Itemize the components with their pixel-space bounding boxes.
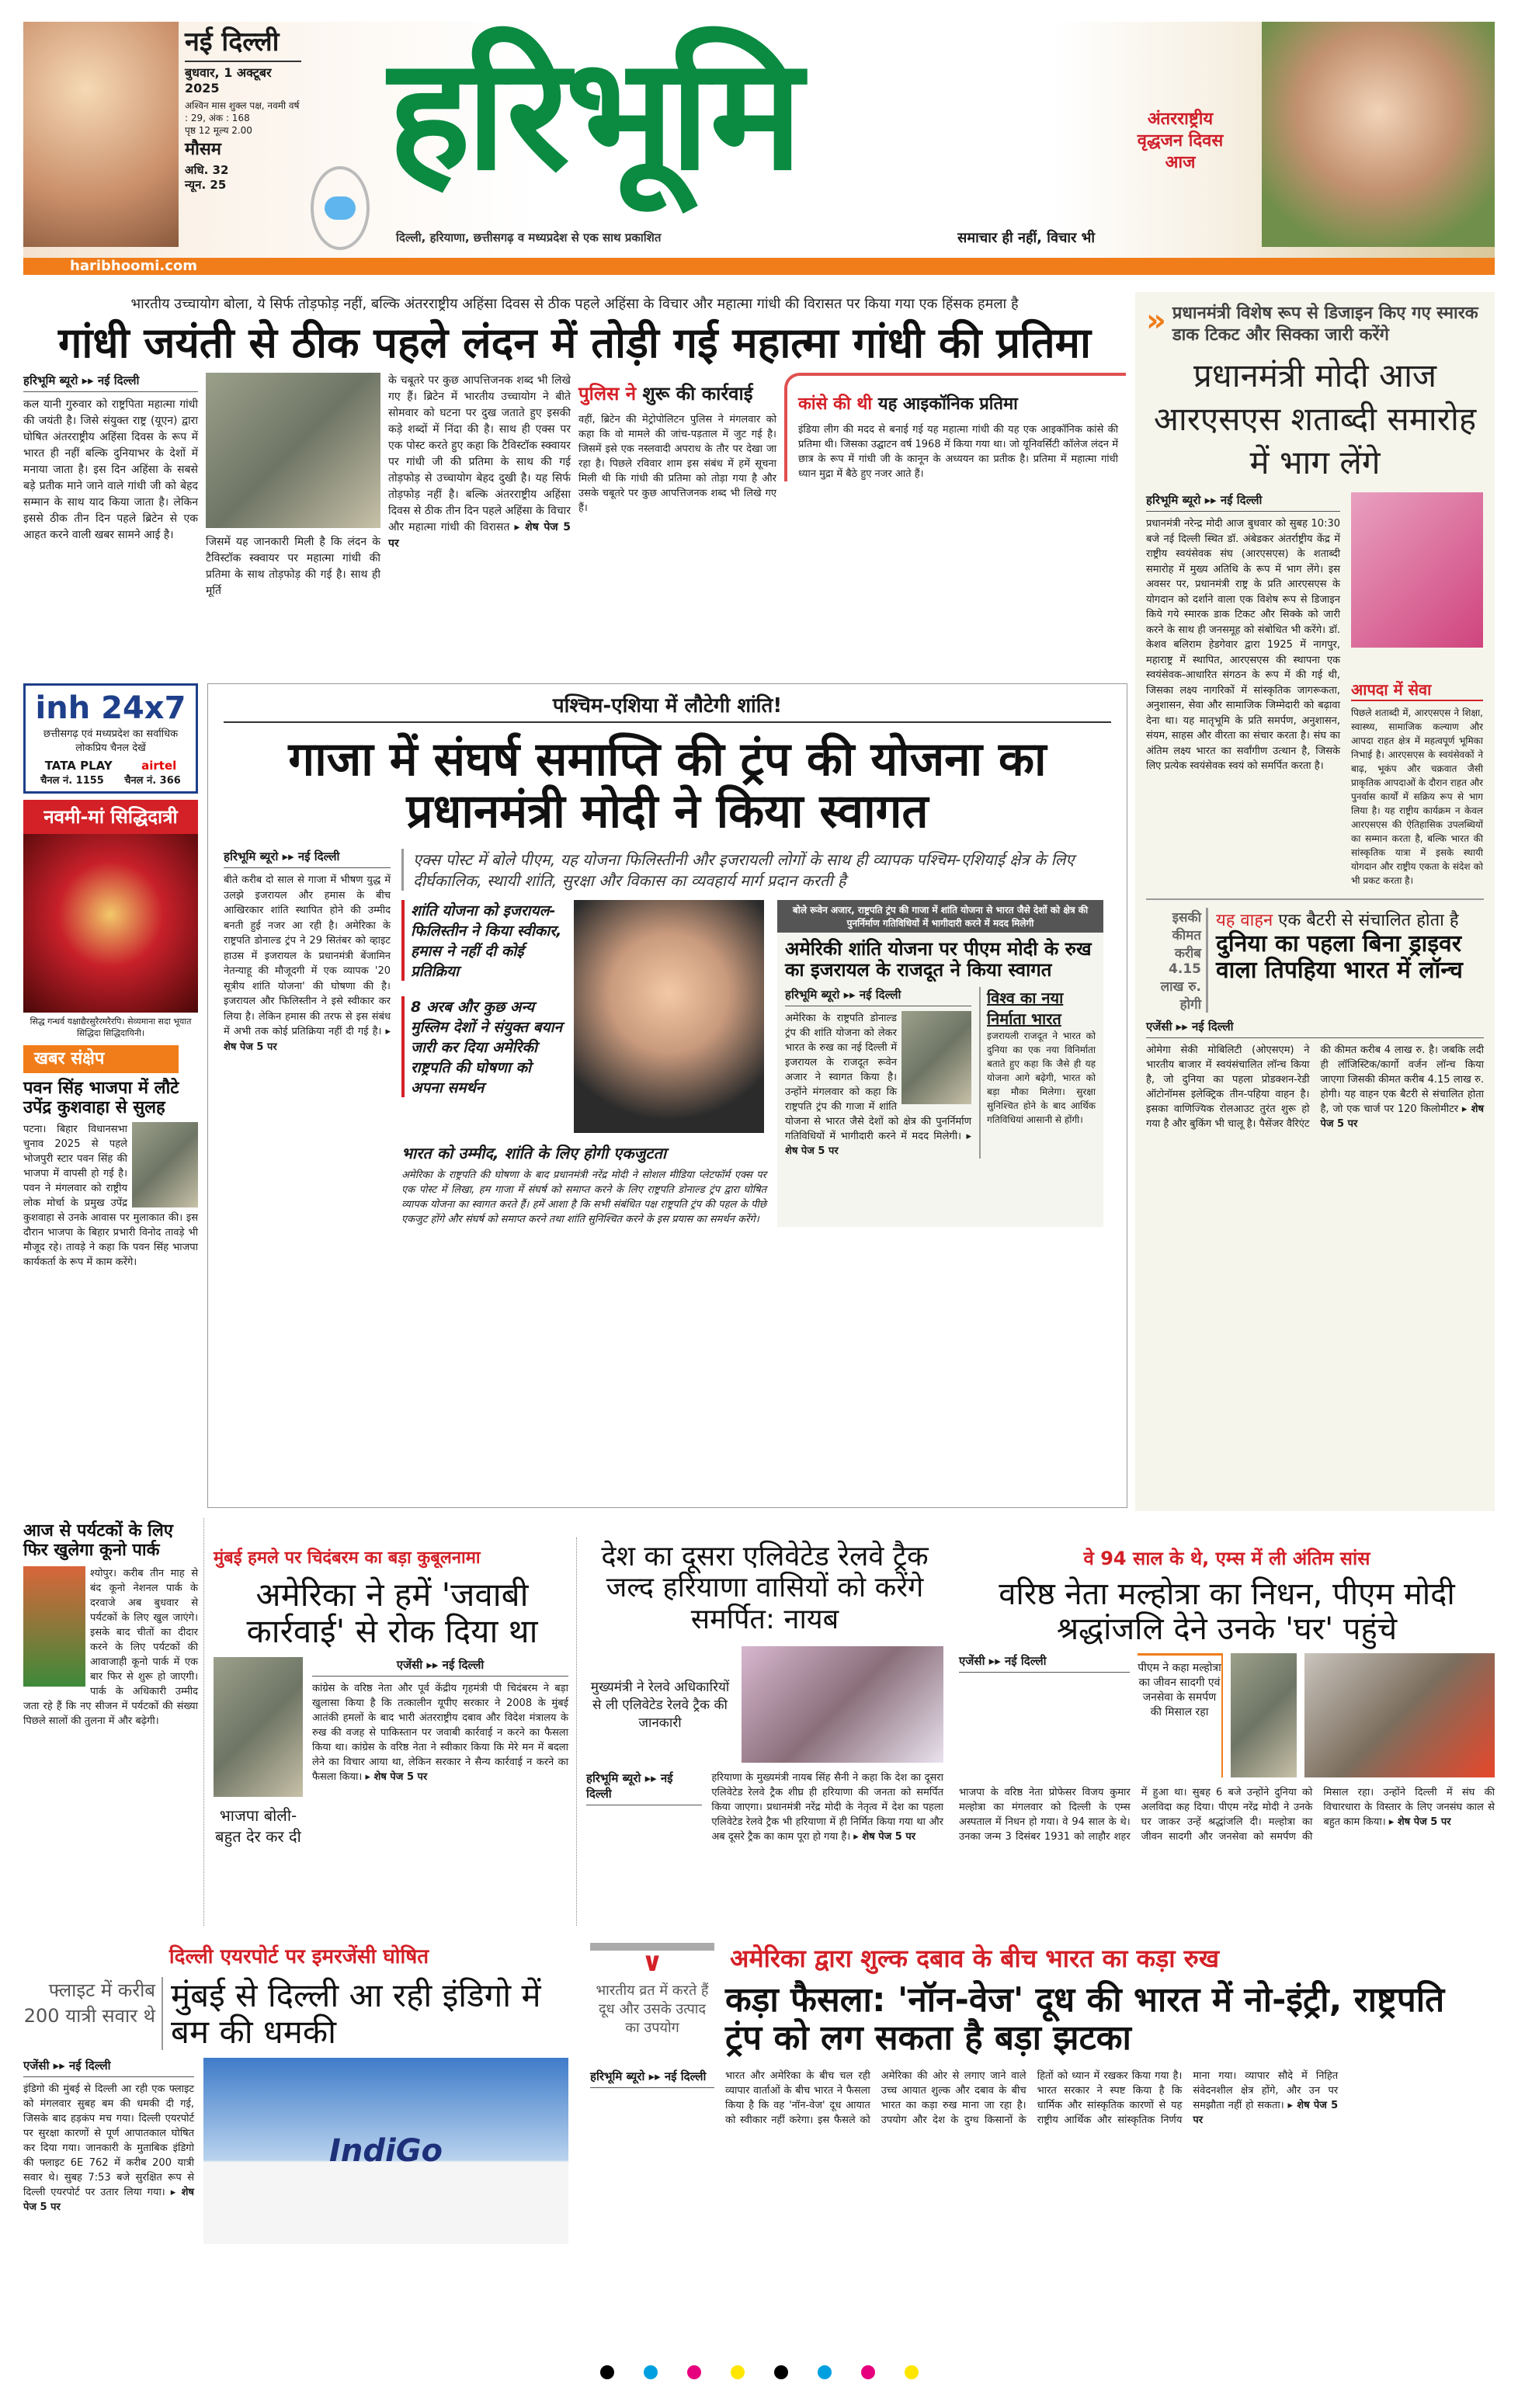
lead-col-3 xyxy=(388,373,571,552)
cyan-dot xyxy=(644,2365,658,2379)
chevron-icon: » xyxy=(1146,303,1166,339)
elder-day-line: आज xyxy=(1165,153,1196,172)
website-link[interactable]: haribhoomi.com xyxy=(70,258,197,274)
police-headline xyxy=(578,380,776,406)
temp-max: 32 xyxy=(212,163,229,177)
milk-kicker-text: अमेरिका द्वारा शुल्क दबाव के बीच भारत का कड़ा रुख xyxy=(730,1944,1219,1973)
gaza-text-span: बीते करीब दो साल से गाजा में भीषण युद्ध में उलझे इजरायल और हमास के बीच आखिरकार शांति स्थापित होने की उम्मीद बनती हुई नजर आ रही है। अमेरिका के राष्ट्रपति डोनाल्ड ट्रंप ने 29 सितंबर को व्हाइट हाउस में इजरायल के प्रधानमंत्री बेंजामिन नेतन्याहू की मौजूदगी में एक व्यापक '20 सूत्रीय शांति योजना' की घोषणा की है। इजरायल और फिलिस्तीन ने इसे स्वीकार कर लिया है। लेकिन हमास की तरफ से इस संबंध में अभी तक कोई प्रतिक्रिया नहीं दी गई है। xyxy=(224,874,391,1038)
cyan-dot xyxy=(818,2365,832,2379)
milk-head-row xyxy=(590,1981,1495,2058)
temp-min: 25 xyxy=(210,178,227,192)
seva-text: पिछले शताब्दी में, आरएसएस ने शिक्षा, स्वास्थ्य, सामाजिक कल्याण और आपदा राहत क्षेत्र में महत्वपूर्ण भूमिका निभाई है। आरएसएस के स्वयंसेवकों ने बाढ़, भूकंप और चक्रवात जैसी प्राकृतिक आपदाओं के दौरान राहत और पुनर्वास कार्यों में सक्रिय रूप से भाग लिया है। यह राष्ट्रीय कार्यक्रम न केवल आरएसएस की ऐतिहासिक उपलब्धियों का सम्मान करता है, बल्कि भारत की सांस्कृतिक यात्रा में इसके स्थायी योगदान और राष्ट्रीय एकता के संदेश को भी प्रकट करता है। xyxy=(1351,707,1483,886)
gaza-right xyxy=(401,849,1108,1227)
police-headline-text: शुरू की कार्रवाई xyxy=(642,383,753,405)
indigo-kicker xyxy=(23,1941,575,1969)
gaza-quote: एक्स पोस्ट में बोले पीएम, यह योजना फिलिस्तीनी और इजरायली लोगों के साथ ही व्यापक पश्चिम-एशियाई क्षेत्र के लिए दीर्घकालिक, स्थायी शांति, सुरक्षा और विकास का व्यवहार्य मार्ग प्रदान करती है xyxy=(401,849,1108,891)
broken-statue-photo xyxy=(206,373,380,528)
tata-channel-number: चैनल नं. 1155 xyxy=(40,775,104,787)
panchang-text: अश्विन मास शुक्ल पक्ष, नवमी वर्ष : 29, अंक : 168 xyxy=(185,100,300,123)
provider-row xyxy=(30,759,191,773)
israel-headline: अमेरिकी शांति योजना पर पीएम मोदी के रुख का इजरायल के राजदूत ने किया स्वागत xyxy=(785,938,1092,982)
rss-col xyxy=(1146,492,1340,888)
unity-headline: भारत को उम्मीद, शांति के लिए होगी एकजुटता xyxy=(401,1144,667,1163)
railway-headline: देश का दूसरा एलिवेटेड रेलवे ट्रैक जल्द हरियाणा वासियों को करेंगे समर्पित: नायब xyxy=(601,1541,929,1635)
gaza-headline: गाजा में संघर्ष समाप्ति की ट्रंप की योजना का प्रधानमंत्री मोदी ने किया स्वागत xyxy=(288,732,1047,839)
malhotra-kicker xyxy=(959,1545,1495,1571)
kuno-gate-photo xyxy=(23,1566,85,1687)
autorickshaw-headline: दुनिया का पहला बिना ड्राइवर वाला तिपहिया भारत में लॉन्च xyxy=(1216,930,1463,984)
weather-label: मौसम xyxy=(185,140,221,159)
masthead xyxy=(23,22,1495,272)
malhotra-photo xyxy=(1231,1653,1297,1777)
railway-story xyxy=(586,1541,943,1844)
malhotra-kicker-text: वे 94 साल के थे, एम्स में ली अंतिम सांस xyxy=(1083,1548,1370,1569)
israel-body-row xyxy=(777,987,1103,1159)
maker-text: इजरायली राजदूत ने भारत को दुनिया का एक नया विनिर्माता बताते हुए कहा कि जैसे ही यह योजना आगे बढ़ेगी, भारत को बड़ा मौका मिलेगा। सुरक्षा सुनिश्चित होने के बाद आर्थिक गतिविधियां आसानी से होंगी। xyxy=(987,1030,1096,1126)
continued-link[interactable]: ▸ शेष पेज 5 पर xyxy=(224,1026,391,1053)
indigo-col xyxy=(23,2058,194,2244)
byline: हरिभूमि ब्यूरो ▸▸ नई दिल्ली xyxy=(23,373,198,392)
airtel-channel-number: चैनल नं. 366 xyxy=(124,775,181,787)
milk-kicker xyxy=(730,1941,1219,1975)
indigo-plane-photo: IndiGo xyxy=(203,2058,568,2244)
slogan: समाचार ही नहीं, विचार भी xyxy=(957,230,1095,246)
couple-photo xyxy=(23,22,179,247)
milk-col-1 xyxy=(590,2069,714,2128)
yellow-dot xyxy=(905,2365,919,2379)
gaza-points xyxy=(401,900,564,1133)
unity-text: अमेरिका के राष्ट्रपति की घोषणा के बाद प्रधानमंत्री नरेंद्र मोदी ने सोशल मीडिया प्लेटफॉर्म एक्स पर एक पोस्ट में लिखा, हम गाजा में संघर्ष को समाप्त करने के लिए राष्ट्रपति डोनाल्ड ट्रंप द्वारा घोषित व्यापक योजना का स्वागत करते हैं। हमें आशा है कि सभी संबंधित पक्ष राष्ट्रपति ट्रंप की पहल के पीछे एकजुट होंगे और संघर्ष को समाप्त करने तथा शांति सुनिश्चित करने के इस प्रयास का समर्थन करेंगे। xyxy=(401,1169,766,1226)
continued-link[interactable]: ▸ शेष पेज 5 पर xyxy=(1388,1816,1451,1828)
gaza-box xyxy=(207,683,1127,1508)
gaza-sub-left xyxy=(401,900,766,1227)
edition-info xyxy=(185,26,301,193)
milk-text-span: भारत और अमेरिका के बीच चल रही व्यापार वार्ताओं के बीच भारत ने फैसला किया है कि वह 'नॉन-वेज' दूध आयात को स्वीकार नहीं करेगा। इस फैसले को अमेरिका की ओर से लगाए जाने वाले उच्च आयात शुल्क और दबाव के बीच भारत का कड़ा रुख माना जा रहा है। उपयोग और देश के दुग्ध किसानों के हितों को ध्यान में रखकर किया गया है। भारत सरकार ने स्पष्ट किया है कि धार्मिक और सांस्कृतिक कारणों से यह राष्ट्रीय आर्थिक और सांस्कृतिक निर्णय माना गया। व्यापार सौदे में निहित संवेदनशील क्षेत्र होंगे, और उन पर समझौता नहीं हो सकता। xyxy=(725,2069,1339,2126)
chidambaram-headline: अमेरिका ने हमें 'जवाबी कार्रवाई' से रोक दिया था xyxy=(246,1576,538,1651)
newspaper-logo: हरिभूमि xyxy=(388,24,798,205)
kuno-text: श्योपुर। करीब तीन माह से बंद कूनो नेशनल पार्क के दरवाजे अब बुधवार से पर्यटकों के लिए खुल जाएंगे। इसके बाद चीतों का दीदार करने के लिए पर्यटकों की आवाजाही कूनो पार्क में एक बार फिर से शुरू हो जाएगी। पार्क के अधिकारी उम्मीद जता रहे हैं कि नए सीजन में पर्यटकों की संख्या पिछले सालों की तुलना में और बढ़ेगी। xyxy=(23,1568,198,1728)
goddess-image xyxy=(23,834,198,1013)
autorickshaw-text-span: ओमेगा सेकी मोबिलिटी (ओएसएम) ने भारतीय बाजार में स्वयंसंचालित लॉन्च किया है, जो दुनिया का पहला प्रोडक्शन-रेडी ऑटोनॉमस इलेक्ट्रिक तीन-पहिया वाहन है। इसका वाणिज्यिक रोलआउट तुरंत शुरू हो गया है और बुकिंग भी चालू है। पैसेंजर वैरिएंट की कीमत करीब 4 लाख रु. है। जबकि लदी ही लॉजिस्टिक/कार्गो वर्जन लॉन्च किया जाएगा जिसकी कीमत करीब 4.15 लाख रु. होगी। यह वाहन एक बैटरी से संचालित होता है, जो एक चार्ज पर 120 किलोमीटर xyxy=(1146,1044,1484,1130)
divider xyxy=(203,1518,204,1926)
indigo-kicker-text: दिल्ली एयरपोर्ट पर इमरजेंसी घोषित xyxy=(168,1945,429,1968)
byline: हरिभूमि ब्यूरो ▸▸ नई दिल्ली xyxy=(224,849,391,868)
malhotra-col xyxy=(959,1653,1130,1777)
gaza-body-row xyxy=(224,849,1111,1227)
elder-day-line: वृद्धजन दिवस xyxy=(1137,131,1224,151)
continued-link[interactable]: ▸ शेष पेज 5 पर xyxy=(23,2187,194,2214)
byline: हरिभूमि ब्यूरो ▸▸ नई दिल्ली xyxy=(785,987,971,1006)
gaza-text xyxy=(224,873,391,1055)
gaza-sub-row xyxy=(401,900,1108,1227)
chidambaram-text xyxy=(312,1681,568,1784)
malhotra-text-span: भाजपा के वरिष्ठ नेता प्रोफेसर विजय कुमार मल्होत्रा का मंगलवार को दिल्ली के एम्स अस्पताल में निधन हो गया। वे 94 साल के थे। उनका जन्म 3 दिसंबर 1931 को लाहौर शहर में हुआ था। सुबह 6 बजे उन्होंने दुनिया को अलविदा कह दिया। पीएम नरेंद्र मोदी ने उनके घर जाकर उन्हें श्रद्धांजलि दी। मल्होत्रा का जीवन सादगी और जनसेवा को समर्पण की मिसाल रहा। उन्होंने दिल्ली में संघ की विचारधारा के विस्तार के लिए जनसंघ काल से बहुत काम किया। xyxy=(959,1786,1495,1843)
milk-headline: कड़ा फैसला: 'नॉन-वेज' दूध की भारत में नो-इंट्री, राष्ट्रपति ट्रंप को लग सकता है बड़ा झटका xyxy=(725,1980,1445,2059)
magenta-dot xyxy=(687,2365,701,2379)
chidambaram-kicker xyxy=(214,1545,571,1569)
rss-text: प्रधानमंत्री नरेन्द्र मोदी आज बुधवार को सुबह 10:30 बजे नई दिल्ली स्थित डॉ. अंबेडकर अंतर्राष्ट्रीय केंद्र में राष्ट्रीय स्वयंसेवक संघ (आरएसएस) के शताब्दी समारोह में मुख्य अतिथि के रूप में भाग लेंगे। इस अवसर पर, प्रधानमंत्री राष्ट्र के प्रति आरएसएस के योगदान को दर्शाने वाला एक विशेष रूप से डिजाइन किये गये स्मारक डाक टिकट और सिक्के को जारी करने के साथ ही जनसमूह को संबोधित भी करेंगे। डॉ. केशव बलिराम हेडगेवार द्वारा 1925 में नागपुर, महाराष्ट्र में स्थापित, आरएसएस की स्थापना एक स्वयंसेवक-आधारित संगठन के रूप में की गई थी, जिसका लक्ष्य नागरिकों में सांस्कृतिक जागरूकता, अनुशासन, सेवा और सामाजिक जिम्मेदारी को बढ़ावा देना था। यह मातृभूमि के प्रति समर्पण, अनुशासन, संयम, साहस और वीरता का संचार करता है। संघ का अंतिम लक्ष्य भारत का सर्वांगीण उत्थान है, जिसके लिए प्रत्येक स्वयंसेवक स्वयं को समर्पित करता है। xyxy=(1146,518,1340,772)
continued-link[interactable]: ▸ शेष पेज 5 पर xyxy=(853,1830,916,1843)
autorickshaw-body xyxy=(1135,1013,1495,1138)
lead-story xyxy=(23,295,1126,599)
railway-text xyxy=(711,1770,943,1844)
gaza-kicker: पश्चिम-एशिया में लौटेगी शांति! xyxy=(224,690,1111,723)
police-text: वहीं, ब्रिटेन की मेट्रोपोलिटन पुलिस ने मंगलवार को कहा कि वो मामले की जांच-पड़ताल में जुट गई है। जिसमें इसे एक नस्लवादी अपराध के तौर पर देखा जा रहा है। पिछले रविवार शाम इस संबंध में हमें सूचना मिली थी कि गांधी की प्रतिमा को तोड़ा गया है और उसके चबूतरे पर कुछ आपत्तिजनक शब्द भी लिखे गए हैं। xyxy=(578,414,776,515)
magenta-dot xyxy=(861,2365,875,2379)
milk-kicker-row xyxy=(590,1941,1495,1978)
rss-kicker-row xyxy=(1135,292,1495,346)
israel-col xyxy=(785,987,971,1159)
passenger-note: फ्लाइट में करीब 200 यात्री सवार थे xyxy=(23,1977,163,2050)
arrow-down-icon: ∨ xyxy=(590,1943,714,1974)
kuno-story xyxy=(23,1522,198,1729)
byline: हरिभूमि ब्यूरो ▸▸ नई दिल्ली xyxy=(590,2069,714,2088)
channel-numbers xyxy=(30,773,191,787)
milk-body-row xyxy=(590,2069,1495,2128)
bronze-text: इंडिया लीग की मदद से बनाई गई यह महात्मा गांधी की यह एक आइकॉनिक कांसे की प्रतिमा थी। जिसका उद्घाटन वर्ष 1968 में किया गया था। जो यूनिवर्सिटी कॉलेज लंदन में छात्र के रूप में गांधी जी के कानून के अध्ययन का प्रतीक है। प्रतिमा में महात्मा गांधी ध्यान मुद्रा में बैठे हुए नजर आते हैं। xyxy=(798,424,1118,481)
panchang xyxy=(185,99,301,137)
lead-headline: गांधी जयंती से ठीक पहले लंदन में तोड़ी गई महात्मा गांधी की प्रतिमा xyxy=(58,318,1091,367)
continued-link[interactable]: ▸ शेष पेज 5 पर xyxy=(1193,2099,1339,2126)
website-bar xyxy=(23,258,1495,275)
autorickshaw-kicker-red: यह वाहन xyxy=(1216,911,1273,930)
railway-text-span: हरियाणा के मुख्यमंत्री नायब सिंह सैनी ने कहा कि देश का दूसरा एलिवेटेड रेलवे ट्रैक शीघ्र ही हरियाणा की जनता को समर्पित किया जाएगा। प्रधानमंत्री नरेंद्र मोदी के नेतृत्व में देश का पहला एलिवेटेड रेलवे ट्रैक भी हरियाणा में ही निर्मित किया गया था और अब दूसरे ट्रैक का काम पूरा हो गया है। xyxy=(711,1771,943,1843)
rss-kicker: प्रधानमंत्री विशेष रूप से डिजाइन किए गए स्मारक डाक टिकट और सिक्का जारी करेंगे xyxy=(1172,304,1478,345)
article-text: कल यानी गुरुवार को राष्ट्रपिता महात्मा गांधी की जयंती है। जिसे संयुक्त राष्ट्र (यूएन) द्वारा घोषित अंतरराष्ट्रीय अहिंसा दिवस के रूप में भारत ही नहीं बल्कि दुनियाभर के देशों में मनाया जाता है। इस दिन अहिंसा के सबसे बड़े प्रतीक माने जाने वाले गांधी जी को बेहद सम्मान के साथ याद किया जाता है। लेकिन इससे ठीक तीन दिन पहले ब्रिटेन से एक आहत करने वाली खबर सामने आई है। xyxy=(23,398,198,542)
byline: एजेंसी ▸▸ नई दिल्ली xyxy=(1146,1019,1484,1038)
byline: हरिभूमि ब्यूरो ▸▸ नई दिल्ली xyxy=(586,1770,702,1805)
elder-day-label xyxy=(1106,109,1254,174)
byline: एजेंसी ▸▸ नई दिल्ली xyxy=(23,2058,194,2077)
chidambaram-photo xyxy=(214,1657,303,1797)
malhotra-headline: वरिष्ठ नेता मल्होत्रा का निधन, पीएम मोदी श्रद्धांजलि देने उनके 'घर' पहुंचे xyxy=(999,1576,1455,1647)
indigo-head-row xyxy=(23,1977,575,2050)
chidambaram-row xyxy=(214,1657,571,1847)
chidambaram-text-span: कांग्रेस के वरिष्ठ नेता और पूर्व केंद्रीय गृहमंत्री पी चिदंबरम ने बड़ा खुलासा किया है कि तत्कालीन यूपीए सरकार ने 2008 के मुंबई आतंकी हमलों के बाद भारी अंतरराष्ट्रीय दबाव और विदेश मंत्रालय के रुख की वजह से पाकिस्तान पर जवाबी कार्रवाई न करने का फैसला किया था। कांग्रेस के वरिष्ठ नेता ने स्वीकार किया कि मेरे मन में बदला लेने का विचार आया था, लेकिन सरकार ने सैन्य कार्रवाई न करने का फैसला किया। xyxy=(312,1683,568,1784)
price-note: इसकी कीमत करीब 4.15 लाख रु. होगी xyxy=(1146,908,1208,1013)
israel-text-span: अमेरिका के राष्ट्रपति डोनाल्ड ट्रंप की शांति योजना को लेकर भारत के रुख का नई दिल्ली में इजरायल के राजदूत रूवेन अजार ने स्वागत किया है। उन्होंने मंगलवार को कहा कि राष्ट्रपति ट्रंप की गाजा में शांति योजना से भारत जैसे देशों को क्षेत्र की पुनर्निर्माण गतिविधियों में भागीदारी करने में मदद मिलेगी। xyxy=(785,1013,971,1143)
edition-city: नई दिल्ली xyxy=(185,26,280,57)
bjp-reaction: भाजपा बोली-बहुत देर कर दी xyxy=(215,1806,301,1847)
left-column xyxy=(23,683,198,1270)
temp-min-label: न्यून. xyxy=(185,178,207,192)
pawan-singh-photo xyxy=(132,1122,198,1207)
chidambaram-col xyxy=(312,1657,568,1847)
elder-day-line: अंतरराष्ट्रीय xyxy=(1147,109,1214,129)
black-dot xyxy=(600,2365,614,2379)
milk-text xyxy=(725,2069,1494,2128)
chidambaram-kicker-text: मुंबई हमले पर चिदंबरम का बड़ा कुबूलनामा xyxy=(214,1548,481,1568)
continued-link[interactable]: ▸ शेष पेज 5 पर xyxy=(388,521,571,551)
brief-headline: पवन सिंह भाजपा में लौटे उपेंद्र कुशवाहा से सुलह xyxy=(23,1079,179,1117)
rss-side xyxy=(1351,492,1483,888)
gaza-point: शांति योजना को इजरायल-फिलिस्तीन ने किया स्वीकार, हमास ने नहीं दी कोई प्रतिक्रिया xyxy=(401,900,564,981)
lead-kicker: भारतीय उच्चायोग बोला, ये सिर्फ तोड़फोड़ नहीं, बल्कि अंतरराष्ट्रीय अहिंसा दिवस से ठीक पहले अहिंसा के विचार और महात्मा गांधी की विरासत पर किया गया एक हिंसक हमला है xyxy=(130,296,1019,312)
bronze-headline-red: कांसे की थी xyxy=(798,394,873,415)
railway-body-row xyxy=(586,1770,943,1844)
tribute-photo xyxy=(1304,1653,1495,1777)
byline: एजेंसी ▸▸ नई दिल्ली xyxy=(959,1653,1130,1673)
article-text-span: के चबूतरे पर कुछ आपत्तिजनक शब्द भी लिखे गए हैं। ब्रिटेन में भारतीय उच्चायोग ने बीते सोमवार को घटना पर दुख जताते हुए इसकी कड़े शब्दों में निंदा की है। साथ ही एक्स पर एक पोस्ट करते हुए कहा कि टैविस्टॉक स्क्वायर पर गांधी जी की प्रतिमा के साथ की गई तोड़फोड़ से उच्चायोग बेहद दुखी है। यह सिर्फ तोड़फोड़ नहीं है। बल्कि अंतरराष्ट्रीय अहिंसा दिवस से ठीक तीन दिन पहले अहिंसा के विचार और महात्मा गांधी की विरासत xyxy=(388,374,571,534)
channel-ad[interactable] xyxy=(23,683,198,794)
indigo-text xyxy=(23,2082,194,2215)
autorickshaw-text xyxy=(1146,1043,1484,1131)
rss-body-row xyxy=(1135,492,1495,888)
railway-caption: मुख्यमंत्री ने रेलवे अधिकारियों से ली एलिवेटेड रेलवे ट्रैक की जानकारी xyxy=(590,1679,730,1731)
milk-side-note: भारतीय व्रत में करते हैं दूध और उसके उत्पाद का उपयोग xyxy=(596,1982,709,2036)
edition-date: बुधवार, 1 अक्टूबर 2025 xyxy=(185,61,301,96)
continued-link[interactable]: ▸ शेष पेज 5 पर xyxy=(785,1131,971,1158)
autorickshaw-heads xyxy=(1216,908,1484,1013)
channel-logo: inh 24x7 xyxy=(35,690,186,726)
lead-columns xyxy=(23,373,1126,599)
bronze-headline-text: यह आइकॉनिक प्रतिमा xyxy=(877,394,1018,415)
continued-link[interactable]: ▸ शेष पेज 5 पर xyxy=(1320,1103,1484,1130)
lead-col-2 xyxy=(206,373,380,599)
navami-block xyxy=(23,800,198,1039)
autorickshaw-kicker-text: एक बैटरी से संचालित होता है xyxy=(1278,911,1459,930)
kuno-headline: आज से पर्यटकों के लिए फिर खुलेगा कूनो पार्क xyxy=(23,1521,173,1560)
elders-photo xyxy=(1262,22,1495,247)
bronze-headline xyxy=(798,391,1118,415)
police-headline-red: पुलिस ने xyxy=(578,383,637,405)
brief-label: खबर संक्षेप xyxy=(23,1045,179,1073)
pages-price: पृष्ठ 12 मूल्य 2.00 xyxy=(185,125,252,136)
temp-max-label: अधि. xyxy=(185,163,209,177)
channel-line: छत्तीसगढ़ एवं मध्यप्रदेश का सर्वाधिक लोकप्रिय चैनल देखें xyxy=(43,728,179,754)
gaza-col-1 xyxy=(224,849,391,1227)
israel-banner: बोले रूवेन अजार, राष्ट्रपति ट्रंप की गाजा में शांति योजना से भारत जैसे देशों को क्षेत्र की पुनर्निर्माण गतिविधियों में भागीदारी करने में मदद मिलेगी xyxy=(777,900,1103,933)
milk-story xyxy=(590,1941,1495,2128)
police-box xyxy=(578,373,776,516)
temperatures xyxy=(185,163,301,193)
byline: हरिभूमि ब्यूरो ▸▸ नई दिल्ली xyxy=(1146,492,1340,512)
rss-headline: प्रधानमंत्री मोदी आज आरएसएस शताब्दी समारोह में भाग लेंगे xyxy=(1153,356,1477,481)
gaza-point: 8 अरब और कुछ अन्य मुस्लिम देशों ने संयुक्त बयान जारी कर दिया अमेरिकी राष्ट्रपति की घोषणा को अपना समर्थन xyxy=(401,996,564,1097)
divider xyxy=(576,1538,577,1926)
malhotra-row xyxy=(959,1653,1495,1777)
malhotra-text xyxy=(959,1785,1495,1844)
chidambaram-side xyxy=(214,1657,303,1847)
brief-story xyxy=(23,1079,198,1270)
seva-headline: आपदा में सेवा xyxy=(1351,679,1483,701)
bronze-box xyxy=(784,373,1126,481)
publication-line: दिल्ली, हरियाणा, छत्तीसगढ़ व मध्यप्रदेश से एक साथ प्रकाशित xyxy=(396,231,662,245)
indigo-headline: मुंबई से दिल्ली आ रही इंडिगो में बम की धमकी xyxy=(171,1976,541,2052)
malhotra-story xyxy=(959,1545,1495,1844)
yellow-dot xyxy=(731,2365,745,2379)
gaza-points-row xyxy=(401,900,766,1133)
rss-flag-photo xyxy=(1351,492,1483,648)
railway-col-1 xyxy=(586,1770,702,1844)
right-column xyxy=(1135,292,1495,1511)
railway-row xyxy=(586,1646,943,1763)
modi-photo xyxy=(574,900,764,1133)
indigo-text-span: इंडिगो की मुंबई से दिल्ली आ रही एक फ्लाइट को मंगलवार सुबह बम की धमकी दी गई, जिसके बाद हड़कंप मच गया। दिल्ली एयरपोर्ट पर सुरक्षा कारणों से पूर्ण आपातकाल घोषित कर दिया गया। जानकारी के मुताबिक इंडिगो की फ्लाइट 6E 762 में करीब 200 यात्री सवार थे। सुबह 7:53 बजे सुरक्षित रूप से दिल्ली एयरपोर्ट पर उतार लिया गया। xyxy=(23,2083,194,2199)
cloud-icon xyxy=(311,166,370,250)
israel-box xyxy=(777,900,1103,1227)
chidambaram-story xyxy=(214,1545,571,1847)
ambassador-photo xyxy=(901,1011,971,1104)
cm-railway-photo xyxy=(742,1646,943,1763)
maker-box xyxy=(979,987,1096,1159)
lead-col-1 xyxy=(23,373,198,544)
pm-quote: पीएम ने कहा मल्होत्रा का जीवन सादगी एवं जनसेवा के समर्पण की मिसाल रहा xyxy=(1138,1653,1223,1777)
indigo-story xyxy=(23,1941,575,2244)
article-text xyxy=(388,373,571,552)
airtel-logo: airtel xyxy=(141,759,177,773)
maker-headline: विश्व का नया निर्माता भारत xyxy=(987,989,1064,1029)
brief-text: पटना। बिहार विधानसभा चुनाव 2025 से पहले भोजपुरी स्टार पवन सिंह की भाजपा में वापसी हो गई है। पवन ने मंगलवार को राष्ट्रीय लोक मोर्चा के प्रमुख उपेंद्र कुशवाहा से उनके आवास पर मुलाकात की। इस दौरान भाजपा के बिहार प्रभारी विनोद तावड़े भी मौजूद रहे। तावड़े ने कहा कि पवन सिंह भाजपा कार्यकर्ता के रूप में काम करेंगे। xyxy=(23,1124,198,1269)
byline: एजेंसी ▸▸ नई दिल्ली xyxy=(312,1657,568,1677)
tata-play-logo: TATA PLAY xyxy=(44,759,113,773)
navami-shloka: सिद्ध गन्धर्व यक्षाद्यैरसुरैरमरैरपि। सेव्यमाना सदा भूयात सिद्धिदा सिद्धिदायिनी। xyxy=(30,1016,192,1038)
autorickshaw-head-row xyxy=(1146,898,1484,1013)
article-text: जिसमें यह जानकारी मिली है कि लंदन के टैविस्टॉक स्क्वायर पर महात्मा गांधी की प्रतिमा के साथ तोड़फोड़ की गई है। साथ ही मूर्ति xyxy=(206,536,380,598)
continued-link[interactable]: ▸ शेष पेज 5 पर xyxy=(365,1771,428,1784)
navami-title: नवमी-मां सिद्धिदात्री xyxy=(23,800,198,834)
indigo-body-row xyxy=(23,2058,575,2244)
black-dot xyxy=(774,2365,788,2379)
autorickshaw-kicker xyxy=(1216,908,1484,931)
registration-marks xyxy=(0,2361,1518,2384)
